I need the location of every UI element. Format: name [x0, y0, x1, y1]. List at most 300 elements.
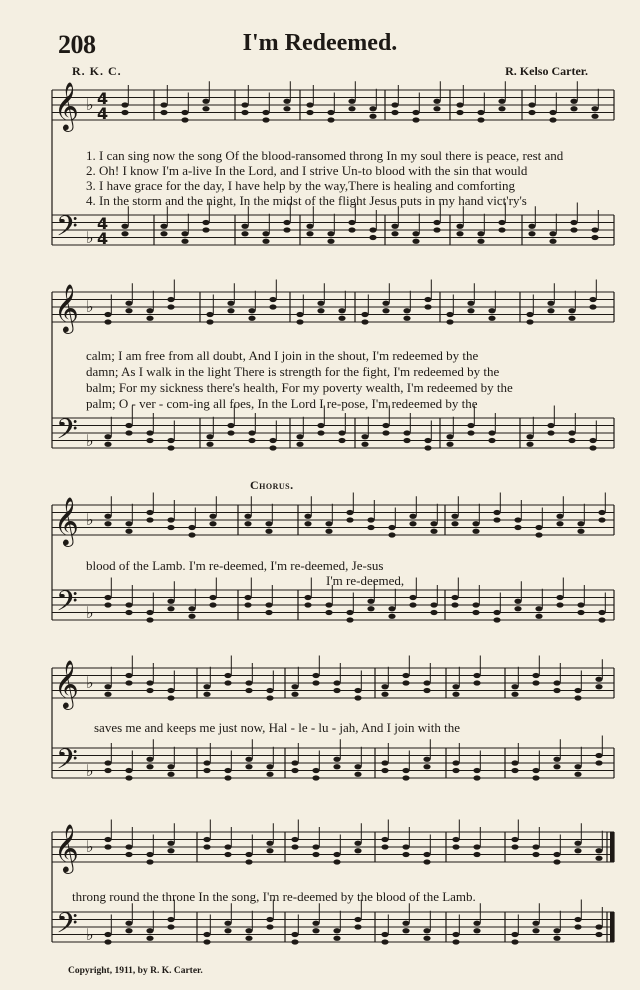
note-head	[181, 117, 188, 122]
note-head	[203, 837, 210, 842]
time-signature: 4	[97, 104, 109, 123]
note-head	[104, 521, 111, 526]
note-head	[227, 423, 234, 428]
note-head	[167, 517, 174, 522]
note-head	[568, 316, 575, 321]
note-head	[312, 928, 319, 933]
note-head	[574, 764, 581, 769]
note-head	[104, 768, 111, 773]
note-head	[367, 606, 374, 611]
note-head	[333, 764, 340, 769]
note-head	[104, 312, 111, 317]
note-head	[346, 617, 353, 622]
note-head	[346, 510, 353, 515]
note-head	[146, 308, 153, 313]
note-head	[306, 231, 313, 236]
note-head	[477, 239, 484, 244]
note-head	[361, 319, 368, 324]
bass-clef-icon: 𝄢	[56, 413, 78, 453]
note-head	[498, 106, 505, 111]
note-head	[452, 837, 459, 842]
note-head	[241, 224, 248, 229]
note-head	[570, 99, 577, 104]
note-head	[547, 430, 554, 435]
note-head	[125, 521, 132, 526]
note-head	[547, 423, 554, 428]
note-head	[369, 227, 376, 232]
note-head	[402, 852, 409, 857]
note-head	[146, 680, 153, 685]
note-head	[473, 775, 480, 780]
note-head	[424, 445, 431, 450]
bass-staff	[52, 907, 614, 947]
note-head	[570, 106, 577, 111]
note-head	[245, 764, 252, 769]
note-head	[188, 525, 195, 530]
note-head	[325, 529, 332, 534]
note-head	[577, 529, 584, 534]
note-head	[402, 844, 409, 849]
note-head	[146, 936, 153, 941]
note-head	[203, 760, 210, 765]
note-head	[125, 602, 132, 607]
note-head	[514, 606, 521, 611]
note-head	[535, 532, 542, 537]
note-head	[291, 684, 298, 689]
note-head	[381, 837, 388, 842]
note-head	[296, 442, 303, 447]
note-head	[446, 434, 453, 439]
note-head	[598, 510, 605, 515]
note-head	[424, 438, 431, 443]
note-head	[514, 517, 521, 522]
note-head	[452, 932, 459, 937]
note-head	[556, 595, 563, 600]
note-head	[167, 599, 174, 604]
note-head	[472, 529, 479, 534]
note-head	[473, 768, 480, 773]
note-head	[291, 760, 298, 765]
copyright-notice: Copyright, 1911, by R. K. Carter.	[68, 966, 203, 976]
note-head	[327, 110, 334, 115]
time-signature: 4	[97, 214, 109, 233]
note-head	[181, 110, 188, 115]
note-head	[488, 308, 495, 313]
note-head	[595, 677, 602, 682]
note-head	[511, 684, 518, 689]
note-head	[244, 595, 251, 600]
note-head	[167, 917, 174, 922]
note-head	[409, 595, 416, 600]
note-head	[160, 110, 167, 115]
note-head	[367, 525, 374, 530]
note-head	[125, 673, 132, 678]
note-head	[224, 673, 231, 678]
note-head	[556, 521, 563, 526]
note-head	[206, 312, 213, 317]
note-head	[591, 106, 598, 111]
note-head	[574, 924, 581, 929]
stanza-4-line-2: palm; O - ver - com-ing all foes, In the Lord I re-pose, I'm redeemed by the	[86, 396, 478, 411]
note-head	[338, 316, 345, 321]
note-head	[577, 521, 584, 526]
note-head	[532, 680, 539, 685]
note-head	[553, 852, 560, 857]
note-head	[209, 602, 216, 607]
note-head	[327, 231, 334, 236]
stanza-3-line-2: balm; For my sickness there's health, For my poverty wealth, I'm redeemed by the	[86, 380, 513, 395]
note-head	[511, 837, 518, 842]
stanza-2-line-1: 2. Oh! I know I'm a-live In the Lord, and I strive Un-to blood with the sin that would	[86, 163, 528, 178]
note-head	[291, 837, 298, 842]
note-head	[446, 442, 453, 447]
chorus-label: Chorus.	[250, 478, 294, 492]
note-head	[402, 673, 409, 678]
note-head	[493, 617, 500, 622]
note-head	[477, 110, 484, 115]
note-head	[338, 308, 345, 313]
note-head	[477, 231, 484, 236]
note-head	[553, 680, 560, 685]
note-head	[224, 852, 231, 857]
note-head	[528, 102, 535, 107]
note-head	[452, 684, 459, 689]
note-head	[595, 932, 602, 937]
note-head	[167, 848, 174, 853]
bass-staff	[52, 413, 614, 453]
note-head	[146, 510, 153, 515]
note-head	[574, 688, 581, 693]
note-head	[104, 684, 111, 689]
note-head	[547, 301, 554, 306]
note-head	[291, 844, 298, 849]
time-signature: 4	[97, 229, 109, 248]
note-head	[317, 301, 324, 306]
note-head	[167, 525, 174, 530]
note-head	[203, 932, 210, 937]
stanza-3-line-1: 3. I have grace for the day, I have help by the way,There is healing and comforting	[86, 178, 515, 193]
key-flat-icon: ♭	[86, 95, 94, 114]
note-head	[391, 231, 398, 236]
note-head	[245, 928, 252, 933]
note-head	[245, 688, 252, 693]
note-head	[241, 231, 248, 236]
note-head	[424, 304, 431, 309]
note-head	[104, 844, 111, 849]
note-head	[570, 220, 577, 225]
note-head	[381, 692, 388, 697]
note-head	[574, 772, 581, 777]
hymn-title: I'm Redeemed.	[242, 30, 398, 56]
note-head	[553, 859, 560, 864]
treble-staff	[52, 823, 614, 874]
note-head	[369, 114, 376, 119]
note-head	[452, 768, 459, 773]
note-head	[325, 610, 332, 615]
note-head	[146, 764, 153, 769]
note-head	[306, 224, 313, 229]
note-head	[121, 102, 128, 107]
note-head	[556, 514, 563, 519]
note-head	[433, 227, 440, 232]
note-head	[553, 757, 560, 762]
note-head	[104, 319, 111, 324]
note-head	[498, 227, 505, 232]
note-head	[577, 610, 584, 615]
note-head	[467, 430, 474, 435]
note-head	[367, 599, 374, 604]
note-head	[388, 525, 395, 530]
note-head	[125, 301, 132, 306]
note-head	[325, 521, 332, 526]
note-head	[456, 102, 463, 107]
note-head	[104, 595, 111, 600]
note-head	[224, 928, 231, 933]
bass-clef-icon: 𝄢	[56, 585, 78, 625]
note-head	[446, 319, 453, 324]
note-head	[354, 764, 361, 769]
note-head	[266, 917, 273, 922]
note-head	[245, 680, 252, 685]
note-head	[306, 102, 313, 107]
note-head	[224, 680, 231, 685]
note-head	[348, 99, 355, 104]
note-head	[312, 775, 319, 780]
note-head	[262, 239, 269, 244]
note-head	[430, 610, 437, 615]
key-flat-icon: ♭	[86, 761, 94, 780]
note-head	[248, 430, 255, 435]
note-head	[266, 924, 273, 929]
bass-staff	[52, 585, 614, 625]
note-head	[493, 517, 500, 522]
note-head	[547, 308, 554, 313]
note-head	[262, 117, 269, 122]
note-head	[467, 301, 474, 306]
note-head	[381, 939, 388, 944]
note-head	[526, 312, 533, 317]
note-head	[269, 297, 276, 302]
note-head	[269, 304, 276, 309]
note-head	[269, 438, 276, 443]
note-head	[514, 525, 521, 530]
note-head	[430, 602, 437, 607]
note-head	[446, 312, 453, 317]
note-head	[526, 434, 533, 439]
bass-clef-icon: 𝄢	[56, 210, 78, 250]
note-head	[209, 521, 216, 526]
note-head	[167, 438, 174, 443]
note-head	[473, 921, 480, 926]
note-head	[333, 928, 340, 933]
note-head	[188, 614, 195, 619]
note-head	[202, 227, 209, 232]
note-head	[553, 688, 560, 693]
note-head	[167, 688, 174, 693]
note-head	[304, 595, 311, 600]
note-head	[167, 764, 174, 769]
note-head	[403, 438, 410, 443]
note-head	[188, 532, 195, 537]
note-head	[146, 852, 153, 857]
note-head	[473, 844, 480, 849]
note-head	[224, 775, 231, 780]
note-head	[291, 932, 298, 937]
note-head	[266, 772, 273, 777]
note-head	[283, 220, 290, 225]
note-head	[104, 442, 111, 447]
note-head	[348, 220, 355, 225]
note-head	[553, 936, 560, 941]
chorus-line-1-alt: I'm re-deemed,	[326, 573, 405, 588]
note-head	[125, 308, 132, 313]
note-head	[125, 680, 132, 685]
note-head	[304, 602, 311, 607]
treble-staff	[52, 496, 614, 547]
note-head	[361, 312, 368, 317]
note-head	[224, 921, 231, 926]
note-head	[188, 606, 195, 611]
note-head	[493, 610, 500, 615]
note-head	[125, 775, 132, 780]
note-head	[532, 844, 539, 849]
note-head	[304, 514, 311, 519]
note-head	[591, 114, 598, 119]
note-head	[146, 438, 153, 443]
note-head	[549, 117, 556, 122]
note-head	[227, 301, 234, 306]
note-head	[452, 844, 459, 849]
note-head	[304, 521, 311, 526]
note-head	[312, 680, 319, 685]
note-head	[388, 532, 395, 537]
note-head	[511, 692, 518, 697]
note-head	[473, 673, 480, 678]
note-head	[433, 99, 440, 104]
note-head	[430, 529, 437, 534]
note-head	[574, 917, 581, 922]
note-head	[532, 768, 539, 773]
note-head	[532, 928, 539, 933]
note-head	[488, 430, 495, 435]
note-head	[338, 438, 345, 443]
note-head	[203, 692, 210, 697]
note-head	[167, 606, 174, 611]
note-head	[146, 316, 153, 321]
note-head	[577, 602, 584, 607]
hymn-number: 208	[58, 30, 96, 59]
note-head	[472, 521, 479, 526]
music-composer: R. Kelso Carter.	[505, 64, 588, 78]
note-head	[354, 688, 361, 693]
note-head	[598, 617, 605, 622]
note-head	[595, 856, 602, 861]
note-head	[402, 921, 409, 926]
note-head	[266, 841, 273, 846]
note-head	[265, 529, 272, 534]
note-head	[403, 308, 410, 313]
note-head	[167, 297, 174, 302]
note-head	[598, 610, 605, 615]
note-head	[167, 695, 174, 700]
note-head	[104, 939, 111, 944]
note-head	[381, 760, 388, 765]
note-head	[283, 99, 290, 104]
note-head	[514, 599, 521, 604]
final-barline	[610, 912, 614, 942]
note-head	[317, 430, 324, 435]
note-head	[244, 514, 251, 519]
note-head	[433, 106, 440, 111]
note-head	[283, 227, 290, 232]
note-head	[595, 753, 602, 758]
note-head	[121, 224, 128, 229]
note-head	[456, 224, 463, 229]
note-head	[266, 848, 273, 853]
note-head	[493, 510, 500, 515]
note-head	[498, 99, 505, 104]
note-head	[333, 859, 340, 864]
note-head	[354, 924, 361, 929]
note-head	[296, 434, 303, 439]
note-head	[202, 99, 209, 104]
key-flat-icon: ♭	[86, 431, 94, 450]
note-head	[388, 614, 395, 619]
bass-clef-icon: 𝄢	[56, 907, 78, 947]
note-head	[456, 231, 463, 236]
note-head	[333, 936, 340, 941]
note-head	[473, 928, 480, 933]
note-head	[451, 514, 458, 519]
note-head	[381, 684, 388, 689]
note-head	[146, 928, 153, 933]
note-head	[245, 852, 252, 857]
note-head	[391, 224, 398, 229]
note-head	[354, 917, 361, 922]
note-head	[472, 602, 479, 607]
note-head	[549, 239, 556, 244]
note-head	[591, 227, 598, 232]
note-head	[248, 438, 255, 443]
note-head	[391, 110, 398, 115]
note-head	[348, 227, 355, 232]
note-head	[382, 301, 389, 306]
note-head	[568, 308, 575, 313]
note-head	[245, 757, 252, 762]
note-head	[589, 438, 596, 443]
note-head	[333, 852, 340, 857]
note-head	[423, 936, 430, 941]
key-flat-icon: ♭	[86, 603, 94, 622]
note-head	[391, 102, 398, 107]
note-head	[511, 844, 518, 849]
note-head	[402, 680, 409, 685]
note-head	[104, 837, 111, 842]
note-head	[595, 684, 602, 689]
key-flat-icon: ♭	[86, 837, 94, 856]
note-head	[121, 231, 128, 236]
note-head	[146, 688, 153, 693]
note-head	[589, 445, 596, 450]
note-head	[312, 852, 319, 857]
note-head	[354, 695, 361, 700]
note-head	[346, 517, 353, 522]
note-head	[104, 434, 111, 439]
note-head	[488, 316, 495, 321]
note-head	[451, 521, 458, 526]
note-head	[574, 848, 581, 853]
note-head	[535, 614, 542, 619]
